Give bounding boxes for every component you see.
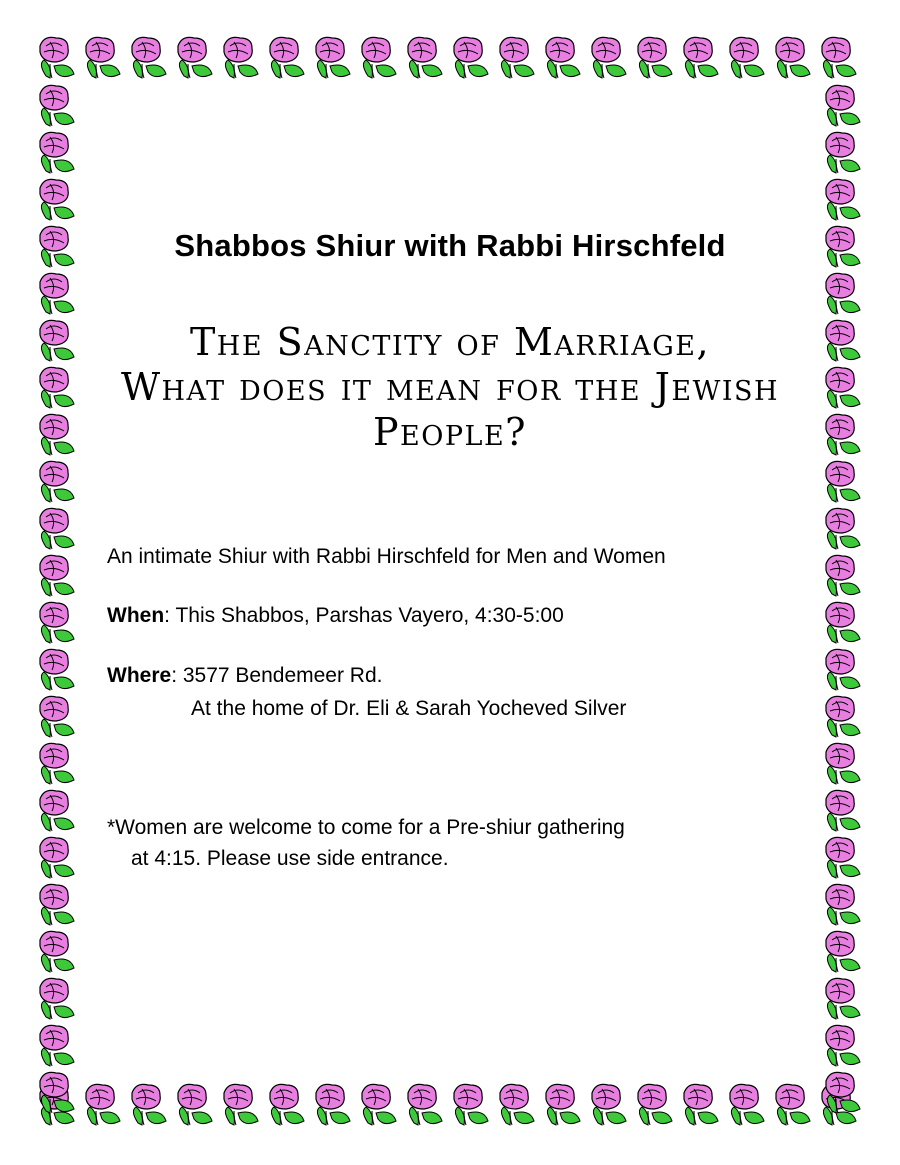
where-line: [107, 664, 807, 688]
where-value: : 3577 Bendemeer Rd.: [171, 664, 383, 687]
note-line-2: at 4:15. Please use side entrance.: [131, 847, 449, 870]
when-line: [107, 604, 807, 628]
note-line-1: *Women are welcome to come for a Pre-shiur gathering: [107, 816, 625, 839]
when-value: : This Shabbos, Parshas Vayero, 4:30-5:00: [164, 604, 564, 627]
subtitle-line: The Sanctity of Marriage,: [189, 320, 711, 364]
subtitle-line: What does it mean for the Jewish: [120, 365, 780, 409]
when-label: When: [107, 604, 165, 627]
where-address-line2: At the home of Dr. Eli & Sarah Yocheved Silver: [191, 697, 627, 720]
where-label: Where: [107, 664, 172, 687]
flyer-title: Shabbos Shiur with Rabbi Hirschfeld: [174, 228, 726, 263]
talk-subtitle: [95, 320, 805, 455]
subtitle-line: People?: [372, 410, 528, 454]
intro-text: An intimate Shiur with Rabbi Hirschfeld for Men and Women: [107, 545, 666, 568]
